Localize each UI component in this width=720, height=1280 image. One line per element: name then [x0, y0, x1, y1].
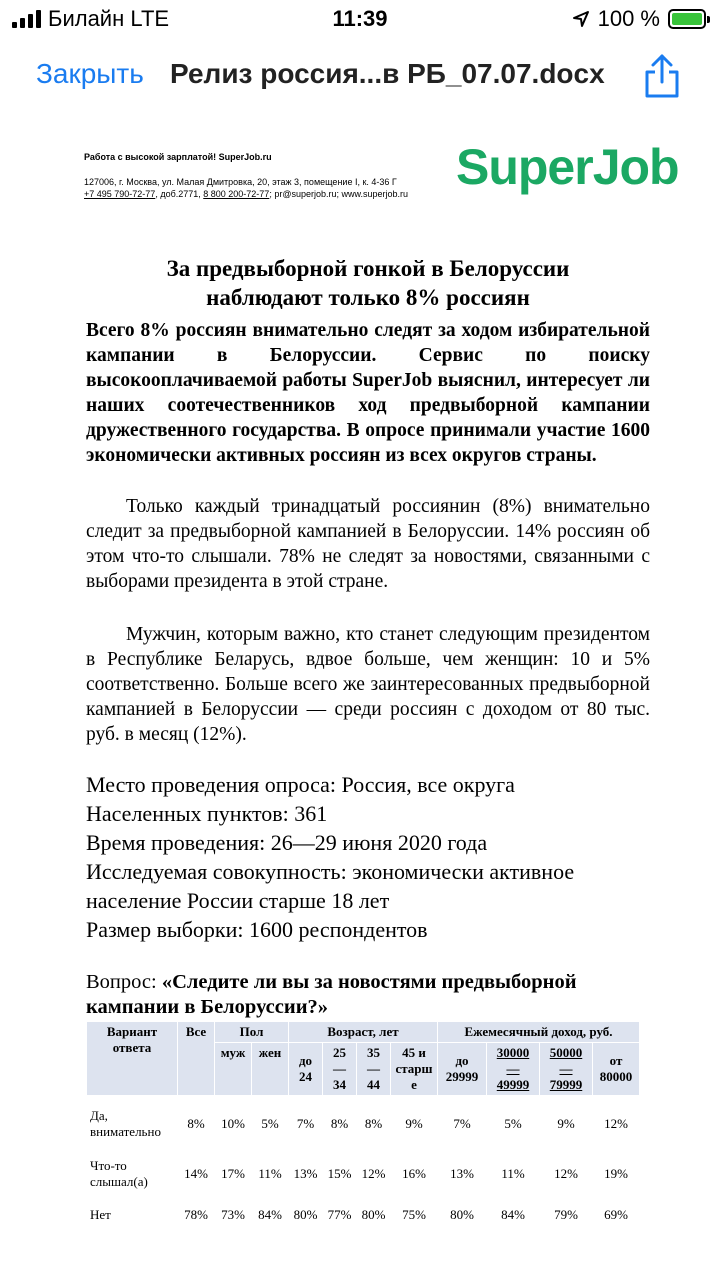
table-cell: 10% — [215, 1096, 252, 1152]
table-cell: 7% — [438, 1096, 487, 1152]
battery-icon — [668, 9, 706, 29]
contacts-tail: ; pr@superjob.ru; www.superjob.ru — [269, 189, 409, 199]
table-cell: 11% — [487, 1152, 540, 1196]
table-cell: 79% — [540, 1196, 593, 1234]
body-paragraph-1: Только каждый тринадцатый россиянин (8%) внимательно следит за предвыборной кампанией в Белоруссии. 14% россиян об этом что-то слышали. 78% не следят за новостями, связанными с выборами президента в этой стране. — [86, 496, 650, 592]
table-cell: 14% — [178, 1152, 215, 1196]
survey-meta — [86, 770, 574, 944]
table-cell: 8% — [357, 1096, 391, 1152]
headline-line-2: наблюдают только 8% россиян — [206, 285, 530, 310]
table-cell: 9% — [540, 1096, 593, 1152]
table-cell: 69% — [593, 1196, 640, 1234]
status-bar — [0, 0, 720, 38]
table-cell: 84% — [487, 1196, 540, 1234]
clock: 11:39 — [332, 6, 388, 31]
table-row — [87, 1096, 640, 1152]
row-label: Нет — [87, 1196, 178, 1234]
letterhead-address — [84, 176, 408, 200]
col-header-income: Ежемесячный доход, руб. — [438, 1022, 640, 1043]
address-line: 127006, г. Москва, ул. Малая Дмитровка, 20, этаж 3, помещение I, к. 4-36 Г — [84, 177, 397, 187]
table-cell: 12% — [593, 1096, 640, 1152]
table-cell: 12% — [540, 1152, 593, 1196]
question-prefix: Вопрос: — [86, 971, 162, 993]
table-cell: 17% — [215, 1152, 252, 1196]
share-icon[interactable] — [640, 52, 684, 100]
table-cell: 13% — [438, 1152, 487, 1196]
table-cell: 12% — [357, 1152, 391, 1196]
sub-header: 45 и старш е — [391, 1043, 438, 1096]
sub-header: до 29999 — [438, 1043, 487, 1096]
sub-header: от 80000 — [593, 1043, 640, 1096]
sub-header: 35 — 44 — [357, 1043, 391, 1096]
row-label: Что-то слышал(а) — [87, 1152, 178, 1196]
phone-ext: , доб.2771, — [155, 189, 204, 199]
table-cell: 13% — [289, 1152, 323, 1196]
sub-header: 30000 — 49999 — [487, 1043, 540, 1096]
table-cell: 84% — [252, 1196, 289, 1234]
battery-percent: 100 % — [597, 6, 660, 31]
superjob-logo: SuperJob — [456, 139, 679, 195]
phone-link[interactable]: +7 495 790-72-77 — [84, 189, 156, 199]
close-button[interactable]: Закрыть — [36, 58, 144, 89]
meta-line: население России старше 18 лет — [86, 888, 390, 913]
headline — [86, 254, 650, 312]
contacts-line — [84, 188, 408, 200]
meta-line: Населенных пунктов: 361 — [86, 801, 328, 826]
sub-header: жен — [252, 1043, 289, 1096]
meta-line: Место проведения опроса: Россия, все округа — [86, 772, 515, 797]
body-paragraph-2: Мужчин, которым важно, кто станет следующим президентом в Республике Беларусь, вдвое больше, чем женщин: 10 и 5% соответственно. Больше всего же заинтересованных предвыборной кампанией в Белоруссии — среди россиян с доходом от 80 тыс. руб. в месяц (12%). — [86, 624, 650, 745]
question-text: «Следите ли вы за новостями предвыборной кампании в Белоруссии?» — [86, 971, 577, 1018]
table-cell: 80% — [289, 1196, 323, 1234]
sub-header: муж — [215, 1043, 252, 1096]
sub-header: до 24 — [289, 1043, 323, 1096]
table-cell: 11% — [252, 1152, 289, 1196]
sub-header: 25 — 34 — [323, 1043, 357, 1096]
location-arrow-icon — [572, 10, 590, 28]
headline-line-1: За предвыборной гонкой в Белоруссии — [166, 256, 570, 281]
meta-line: Размер выборки: 1600 респондентов — [86, 917, 428, 942]
document-nav-bar — [0, 48, 720, 104]
table-cell: 7% — [289, 1096, 323, 1152]
lead-paragraph: Всего 8% россиян внимательно следят за ходом избирательной кампании в Белоруссии. Сервис по поиску высокооплачиваемой работы SuperJob выяснил, интересует ли наших соотечественников ход предвыборной кампании дружественного государства. В опросе принимали участие 1600 экономически активных россиян из всех округов страны. — [86, 320, 650, 466]
col-header-variant: Вариант ответа — [87, 1022, 178, 1096]
table-cell: 80% — [357, 1196, 391, 1234]
table-row — [87, 1196, 640, 1234]
table-cell: 9% — [391, 1096, 438, 1152]
meta-line: Время проведения: 26—29 июня 2020 года — [86, 830, 488, 855]
table-cell: 15% — [323, 1152, 357, 1196]
table-cell: 8% — [323, 1096, 357, 1152]
row-label: Да, внимательно — [87, 1096, 178, 1152]
table-cell: 73% — [215, 1196, 252, 1234]
carrier-label: Билайн LTE — [48, 6, 170, 31]
table-cell: 5% — [252, 1096, 289, 1152]
results-table — [86, 1021, 640, 1234]
table-cell: 78% — [178, 1196, 215, 1234]
table-cell: 5% — [487, 1096, 540, 1152]
meta-line: Исследуемая совокупность: экономически активное — [86, 859, 575, 884]
table-cell: 80% — [438, 1196, 487, 1234]
table-cell: 77% — [323, 1196, 357, 1234]
col-header-age: Возраст, лет — [289, 1022, 438, 1043]
col-header-sex: Пол — [215, 1022, 289, 1043]
table-cell: 16% — [391, 1152, 438, 1196]
document-title: Релиз россия...в РБ_07.07.docx — [170, 58, 605, 89]
survey-question — [86, 970, 646, 1020]
phone-link-2[interactable]: 8 800 200-72-77 — [203, 189, 270, 199]
letterhead-tagline: Работа с высокой зарплатой! SuperJob.ru — [84, 152, 272, 162]
sub-header: 50000 — 79999 — [540, 1043, 593, 1096]
table-cell: 8% — [178, 1096, 215, 1152]
col-header-all: Все — [178, 1022, 215, 1096]
table-row — [87, 1152, 640, 1196]
table-cell: 75% — [391, 1196, 438, 1234]
table-cell: 19% — [593, 1152, 640, 1196]
